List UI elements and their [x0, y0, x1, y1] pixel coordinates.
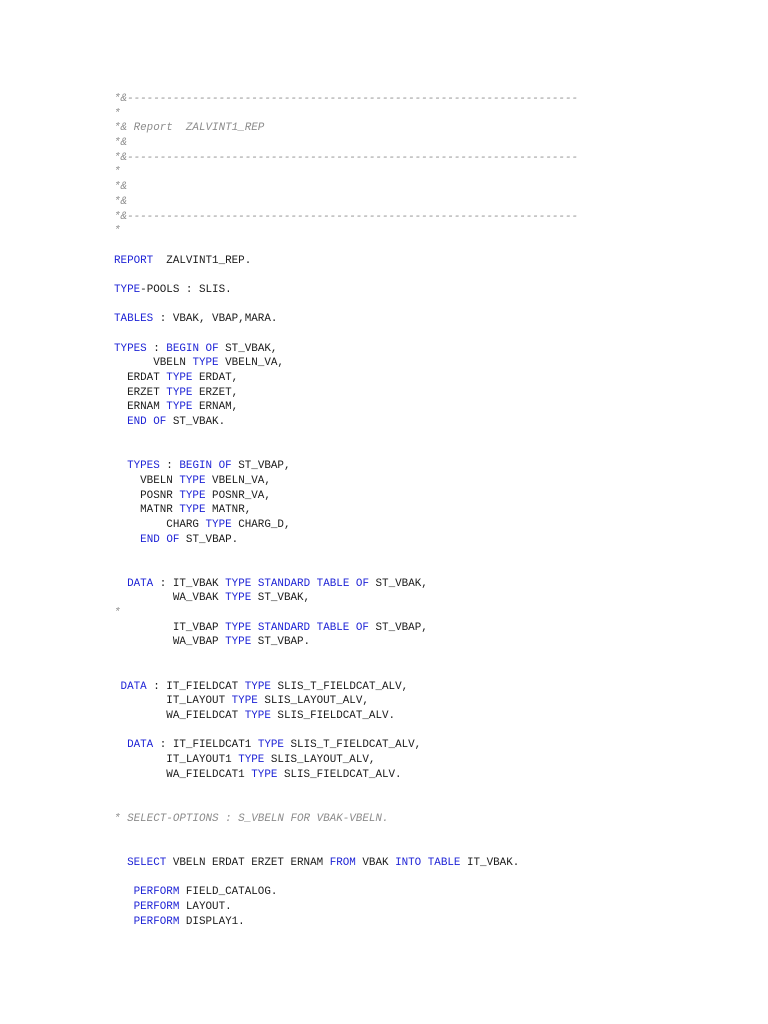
code-line — [114, 210, 578, 225]
code-listing — [114, 92, 578, 929]
code-text: ERZET, — [192, 386, 239, 399]
keyword-token: TYPE — [225, 636, 252, 649]
keyword-token: TABLE — [316, 577, 350, 590]
keyword-token: TYPE — [244, 680, 271, 693]
code-text: VBELN ERDAT ERZET ERNAM — [166, 856, 330, 869]
keyword-token: OF — [355, 577, 369, 590]
keyword-token: BEGIN — [179, 460, 213, 473]
code-line — [114, 283, 578, 298]
keyword-token: TABLE — [316, 621, 350, 634]
keyword-token: PERFORM — [133, 915, 180, 928]
code-text: WA_FIELDCAT — [114, 709, 245, 722]
code-line — [114, 459, 578, 474]
code-line — [114, 635, 578, 650]
code-line — [114, 224, 578, 239]
comment-token: * — [114, 225, 121, 238]
code-line — [114, 768, 578, 783]
code-text: ST_VBAP, — [231, 460, 291, 473]
code-line — [114, 577, 578, 592]
code-line — [114, 885, 578, 900]
keyword-token: DATA — [127, 577, 154, 590]
code-text: ERDAT — [114, 372, 167, 385]
code-text: WA_VBAK — [114, 592, 226, 605]
code-line — [114, 753, 578, 768]
code-text — [114, 857, 127, 869]
code-line — [114, 180, 578, 195]
code-line — [114, 445, 578, 460]
code-line — [114, 121, 578, 136]
code-line — [114, 195, 578, 210]
code-text: IT_LAYOUT1 — [114, 753, 239, 766]
code-line — [114, 474, 578, 489]
code-text: SLIS_LAYOUT_ALV, — [257, 695, 369, 708]
code-line — [114, 709, 578, 724]
code-text: IT_VBAP — [114, 621, 226, 634]
code-text: SLIS_FIELDCAT_ALV. — [277, 768, 402, 781]
code-text: SLIS_FIELDCAT_ALV. — [270, 709, 396, 722]
code-text: IT_VBAK. — [460, 856, 520, 869]
keyword-token: TYPE — [244, 709, 271, 722]
keyword-token: STANDARD — [257, 577, 311, 590]
code-text: WA_FIELDCAT1 — [114, 768, 252, 781]
keyword-token: TYPE — [257, 739, 284, 752]
code-line — [114, 591, 578, 606]
code-line — [114, 268, 578, 283]
code-line — [114, 915, 578, 930]
keyword-token: TYPE — [179, 474, 206, 487]
code-text: VBELN — [114, 357, 193, 370]
keyword-token: TYPE — [231, 695, 258, 708]
comment-token: * — [114, 166, 121, 179]
comment-token: *& — [114, 195, 128, 208]
code-line — [114, 680, 578, 695]
code-line — [114, 254, 578, 269]
code-line — [114, 724, 578, 739]
keyword-token: OF — [355, 621, 369, 634]
code-text: : — [146, 342, 167, 355]
code-line — [114, 107, 578, 122]
code-line — [114, 92, 578, 107]
code-text: SLIS_T_FIELDCAT_ALV, — [270, 680, 409, 693]
code-text: : — [159, 460, 180, 473]
code-text: FIELD_CATALOG. — [179, 886, 278, 899]
code-line — [114, 547, 578, 562]
code-line — [114, 400, 578, 415]
code-text: SLIS_T_FIELDCAT_ALV, — [283, 739, 422, 752]
keyword-token: TYPE — [225, 592, 252, 605]
keyword-token: PERFORM — [133, 886, 180, 899]
code-line — [114, 900, 578, 915]
code-line — [114, 136, 578, 151]
code-line — [114, 694, 578, 709]
comment-token: *& — [114, 181, 128, 194]
code-text: : VBAK, VBAP,MARA. — [153, 313, 278, 326]
keyword-token: DATA — [127, 739, 154, 752]
code-line — [114, 826, 578, 841]
code-text: ST_VBAK, — [218, 342, 278, 355]
keyword-token: TYPE — [192, 357, 219, 370]
keyword-token: INTO — [395, 856, 422, 869]
keyword-token: TYPE — [114, 283, 141, 296]
code-line — [114, 312, 578, 327]
code-text: VBAK — [355, 856, 396, 869]
code-text: ST_VBAP. — [179, 533, 239, 546]
keyword-token: TYPES — [127, 460, 160, 473]
code-line — [114, 797, 578, 812]
code-line — [114, 489, 578, 504]
code-text: WA_VBAP — [114, 636, 226, 649]
code-text: VBELN_VA, — [218, 357, 284, 370]
code-line — [114, 327, 578, 342]
code-line — [114, 239, 578, 254]
code-text: : IT_FIELDCAT1 — [153, 739, 258, 752]
comment-token: *&--------------------------------------------------------------------- — [114, 93, 579, 105]
code-text — [114, 886, 134, 898]
keyword-token: FROM — [329, 856, 356, 869]
code-text: ST_VBAP. — [251, 636, 311, 649]
keyword-token: BEGIN — [166, 342, 199, 355]
code-text: POSNR_VA, — [205, 489, 271, 502]
code-text: ERZET — [114, 386, 167, 399]
comment-token: *& Report ZALVINT1_REP — [114, 122, 265, 135]
keyword-token: OF — [218, 460, 232, 473]
code-text: MATNR, — [205, 504, 252, 517]
keyword-token: TABLES — [114, 313, 154, 326]
code-line — [114, 782, 578, 797]
code-text — [114, 916, 134, 928]
code-line — [114, 430, 578, 445]
keyword-token: SELECT — [127, 856, 167, 869]
code-line — [114, 606, 578, 621]
keyword-token: TYPE — [166, 401, 193, 414]
comment-token: *& — [114, 137, 128, 150]
code-line — [114, 533, 578, 548]
keyword-token: OF — [166, 533, 180, 546]
code-text: : IT_FIELDCAT — [146, 680, 245, 693]
keyword-token: TYPE — [238, 753, 265, 766]
code-line — [114, 841, 578, 856]
code-text: ERNAM — [114, 401, 167, 414]
code-text — [114, 416, 127, 428]
code-text: VBELN — [114, 474, 180, 487]
keyword-token: TYPE — [179, 489, 206, 502]
code-text: CHARG — [114, 518, 206, 531]
keyword-token: REPORT — [114, 254, 154, 267]
keyword-token: TYPE — [166, 386, 193, 399]
keyword-token: TYPE — [166, 372, 193, 385]
keyword-token: END — [127, 416, 147, 429]
code-line — [114, 650, 578, 665]
code-line — [114, 812, 578, 827]
code-text: ST_VBAK, — [368, 577, 428, 590]
code-text — [114, 460, 127, 472]
keyword-token: STANDARD — [257, 621, 311, 634]
code-text: ERNAM, — [192, 401, 239, 414]
code-text: ST_VBAK. — [166, 416, 226, 429]
code-text: : IT_VBAK — [153, 577, 226, 590]
code-line — [114, 342, 578, 357]
code-line — [114, 356, 578, 371]
code-text: VBELN_VA, — [205, 474, 271, 487]
code-line — [114, 870, 578, 885]
keyword-token: END — [140, 533, 160, 546]
keyword-token: TYPE — [205, 518, 232, 531]
code-text: MATNR — [114, 504, 180, 517]
code-text: -POOLS : SLIS. — [140, 283, 232, 296]
comment-token: * — [114, 607, 121, 620]
keyword-token: PERFORM — [133, 900, 180, 913]
keyword-token: TYPE — [251, 768, 278, 781]
code-text: ERDAT, — [192, 372, 239, 385]
keyword-token: OF — [153, 416, 167, 429]
code-line — [114, 298, 578, 313]
comment-token: *&--------------------------------------------------------------------- — [114, 210, 579, 223]
keyword-token: OF — [205, 342, 219, 355]
code-line — [114, 518, 578, 533]
code-text — [114, 578, 127, 590]
code-text — [114, 534, 140, 546]
code-text — [114, 739, 127, 751]
keyword-token: TYPES — [114, 342, 147, 355]
code-line — [114, 371, 578, 386]
comment-token: * — [114, 107, 121, 120]
code-line — [114, 151, 578, 166]
code-text: SLIS_LAYOUT_ALV, — [264, 753, 376, 766]
keyword-token: TYPE — [225, 621, 252, 634]
code-line — [114, 562, 578, 577]
keyword-token: TYPE — [225, 577, 252, 590]
keyword-token: TYPE — [179, 504, 206, 517]
code-line — [114, 665, 578, 680]
comment-token: * SELECT-OPTIONS : S_VBELN FOR VBAK-VBELN. — [114, 812, 389, 825]
code-text: ST_VBAP, — [368, 621, 428, 634]
code-text: POSNR — [114, 489, 180, 502]
keyword-token: TABLE — [427, 856, 461, 869]
code-text: ZALVINT1_REP. — [153, 254, 252, 267]
code-text: ST_VBAK, — [251, 592, 311, 605]
code-text: LAYOUT. — [179, 900, 232, 913]
keyword-token: DATA — [120, 680, 147, 693]
code-line — [114, 165, 578, 180]
code-text: DISPLAY1. — [179, 915, 245, 928]
code-line — [114, 386, 578, 401]
comment-token: *&--------------------------------------------------------------------- — [114, 151, 579, 164]
code-line — [114, 621, 578, 636]
code-text: CHARG_D, — [231, 518, 291, 531]
code-line — [114, 503, 578, 518]
code-text: IT_LAYOUT — [114, 695, 232, 708]
code-line — [114, 415, 578, 430]
code-text — [114, 901, 134, 913]
code-line — [114, 856, 578, 871]
code-line — [114, 738, 578, 753]
